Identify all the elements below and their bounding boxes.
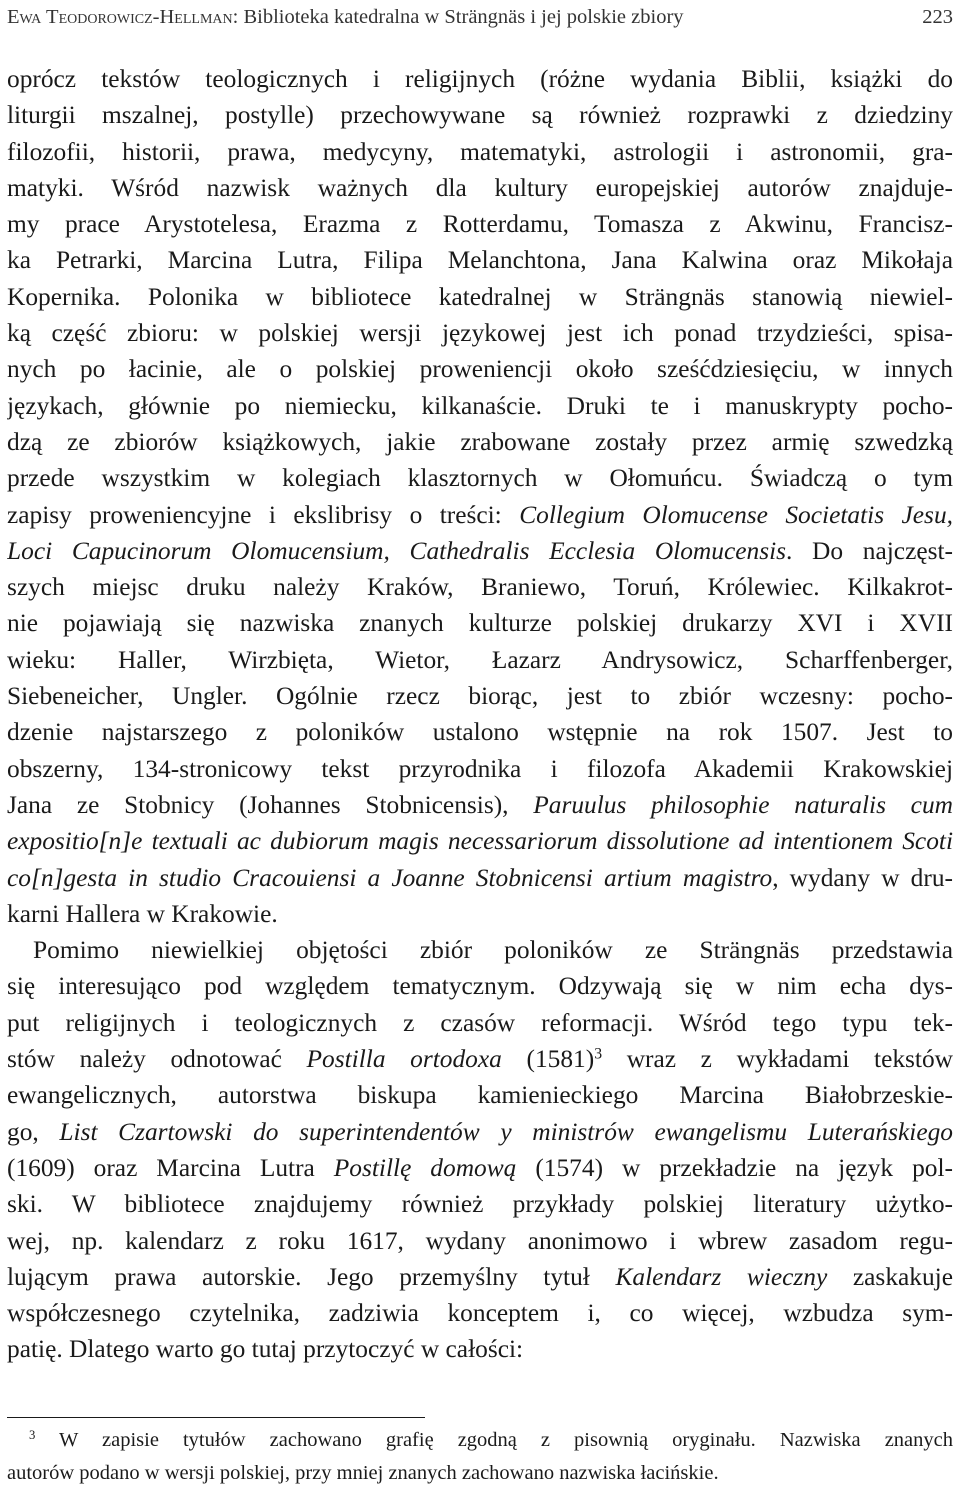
body-text [7, 61, 953, 1368]
italic-title: co[n]gesta in studio Cracouiensi a Joanne Stobnicensi artium magistro [7, 863, 773, 892]
text-run: wej, np. kalendarz z roku 1617, wydany anonimowo i wbrew zasadom regu- [7, 1226, 953, 1255]
text-run: ka Petrarki, Marcina Lutra, Filipa Melanchtona, Jana Kalwina oraz Mikołaja [7, 246, 953, 275]
footnotes [7, 1424, 953, 1490]
text-run: dzą ze zbiorów książkowych, jakie zrabowane zostały przez armię szwedzką [7, 427, 953, 456]
text-run: (1574) w przekładzie na język pol- [516, 1153, 953, 1182]
body-line [7, 823, 953, 859]
body-line [7, 242, 953, 278]
text-run: ewangelicznych, autorstwa biskupa kamienieckiego Marcina Białobrzeskie- [7, 1081, 953, 1110]
text-run: oprócz tekstów teologicznych i religijnych (różne wydania Biblii, książki do [7, 65, 953, 93]
text-run: Jana ze Stobnicy (Johannes Stobnicensis), [7, 790, 534, 819]
text-run: liturgii mszalnej, postylle) przechowywane są również rozprawki z dziedziny [7, 101, 953, 130]
body-line [7, 1005, 953, 1041]
text-run: zaskakuje [827, 1262, 953, 1291]
text-run: Siebeneicher, Ungler. Ogólnie rzecz biorąc, jest to zbiór wczesny: pocho- [7, 682, 953, 711]
header-author: Ewa Teodorowicz-Hellman [7, 6, 233, 28]
text-run: ką część zbioru: w polskiej wersji językowej jest ich ponad trzydzieści, spisa- [7, 319, 953, 348]
running-header [7, 2, 953, 32]
body-line [7, 1186, 953, 1222]
body-line [7, 497, 953, 533]
italic-title: Postillę domową [333, 1153, 517, 1182]
text-run: my prace Arystotelesa, Erazma z Rotterdamu, Tomasza z Akwinu, Francisz- [7, 210, 953, 239]
text-run: filozofii, historii, prawa, medycyny, matematyki, astrologii i astronomii, gra- [7, 137, 953, 166]
italic-title: expositio[n]e textuali ac dubiorum magis necessariorum dissolutione ad intentionem Scoti [7, 827, 953, 856]
body-line [7, 134, 953, 170]
text-run: Kopernika. Polonika w bibliotece katedralnej w Strängnäs stanowią niewiel- [7, 282, 953, 311]
body-line [7, 170, 953, 206]
text-run: , wydany w dru- [772, 863, 953, 892]
body-line [7, 424, 953, 460]
italic-title: Postilla ortodoxa [306, 1045, 502, 1074]
body-line [7, 714, 953, 750]
body-line [7, 1041, 953, 1077]
text-run: współczesnego czytelnika, zadziwia konceptem i, co więcej, wzbudza sym- [7, 1299, 953, 1328]
body-line [7, 1295, 953, 1331]
text-run: go, [7, 1117, 60, 1146]
text-run: karni Hallera w Krakowie. [7, 899, 278, 928]
body-line [7, 351, 953, 387]
text-run: zapisy proweniencyjne i ekslibrisy o treści: [7, 500, 520, 529]
body-line [7, 896, 953, 932]
text-run: put religijnych i teologicznych z czasów reformacji. Wśród tego typu tek- [7, 1008, 953, 1037]
body-line [7, 1331, 953, 1367]
body-line [7, 1259, 953, 1295]
body-line [7, 642, 953, 678]
text-run: dzenie najstarszego z poloników ustalono wstępnie na rok 1507. Jest to [7, 718, 953, 747]
body-line [7, 932, 953, 968]
text-run: nie pojawiają się nazwiska znanych kulturze polskiej drukarzy XVI i XVII [7, 609, 953, 638]
footnote-line [7, 1424, 953, 1457]
body-line [7, 678, 953, 714]
text-run: matyki. Wśród nazwisk ważnych dla kultury europejskiej autorów znajduje- [7, 173, 953, 202]
text-run: (1609) oraz Marcina Lutra [7, 1153, 334, 1182]
text-run: wieku: Haller, Wirzbięta, Wietor, Łazarz Andrysowicz, Scharffenberger, [7, 645, 953, 674]
text-run: szych miejsc druku należy Kraków, Braniewo, Toruń, Królewiec. Kilkakrot- [7, 573, 953, 602]
body-line [7, 61, 953, 97]
footnote-marker: 3 [29, 1428, 36, 1443]
text-run: ski. W bibliotece znajdujemy również przykłady polskiej literatury użytko- [7, 1190, 953, 1219]
header-title: : Biblioteka katedralna w Strängnäs i jej polskie zbiory [232, 6, 684, 28]
body-line [7, 1223, 953, 1259]
italic-title: Collegium Olomucense Societatis Jesu, [519, 500, 953, 529]
body-line [7, 968, 953, 1004]
text-run: Pomimo niewielkiej objętości zbiór poloników ze Strängnäs przedstawia [33, 936, 953, 965]
body-line [7, 787, 953, 823]
italic-title: Loci Capucinorum Olomucensium, Cathedralis Ecclesia Olomucensis [7, 536, 787, 565]
body-line [7, 751, 953, 787]
body-line [7, 1114, 953, 1150]
body-line [7, 860, 953, 896]
body-line [7, 605, 953, 641]
body-line [7, 315, 953, 351]
text-run: autorów podano w wersji polskiej, przy mniej znanych zachowano nazwiska łacińskie. [7, 1462, 719, 1484]
text-run: wraz z wykładami tekstów [602, 1045, 953, 1074]
body-line [7, 97, 953, 133]
page-number: 223 [922, 6, 953, 28]
body-line [7, 533, 953, 569]
body-line [7, 1150, 953, 1186]
text-run: stów należy odnotować [7, 1045, 307, 1074]
italic-title: Kalendarz wieczny [615, 1262, 828, 1291]
text-run: przede wszystkim w kolegiach klasztornych w Ołomuńcu. Świadczą o tym [7, 464, 953, 493]
text-run: lującym prawa autorskie. Jego przemyślny tytuł [7, 1262, 616, 1291]
text-run: patię. Dlatego warto go tutaj przytoczyć w całości: [7, 1335, 524, 1364]
text-run: . Do najczęst- [786, 536, 953, 565]
text-run: W zapisie tytułów zachowano grafię zgodną z pisownią oryginału. Nazwiska znanych [35, 1429, 953, 1451]
footnote-divider [7, 1417, 425, 1418]
body-line [7, 1077, 953, 1113]
footnote-marker: 3 [594, 1045, 603, 1063]
text-run: językach, głównie po niemiecku, kilkanaście. Druki te i manuskrypty pocho- [7, 391, 953, 420]
footnote-line [7, 1457, 953, 1490]
text-run: (1581) [501, 1045, 595, 1074]
text-run: obszerny, 134-stronicowy tekst przyrodnika i filozofa Akademii Krakowskiej [7, 754, 953, 783]
body-line [7, 569, 953, 605]
body-line [7, 206, 953, 242]
body-line [7, 460, 953, 496]
body-line [7, 388, 953, 424]
italic-title: List Czartowski do superintendentów y ministrów ewangelismu Luterańskiego [59, 1117, 953, 1146]
text-run: nych po łacinie, ale o polskiej proweniencji około sześćdziesięciu, w innych [7, 355, 953, 384]
body-line [7, 279, 953, 315]
italic-title: Paruulus philosophie naturalis cum [533, 790, 953, 819]
text-run: się interesująco pod względem tematycznym. Odzywają się w nim echa dys- [7, 972, 953, 1001]
